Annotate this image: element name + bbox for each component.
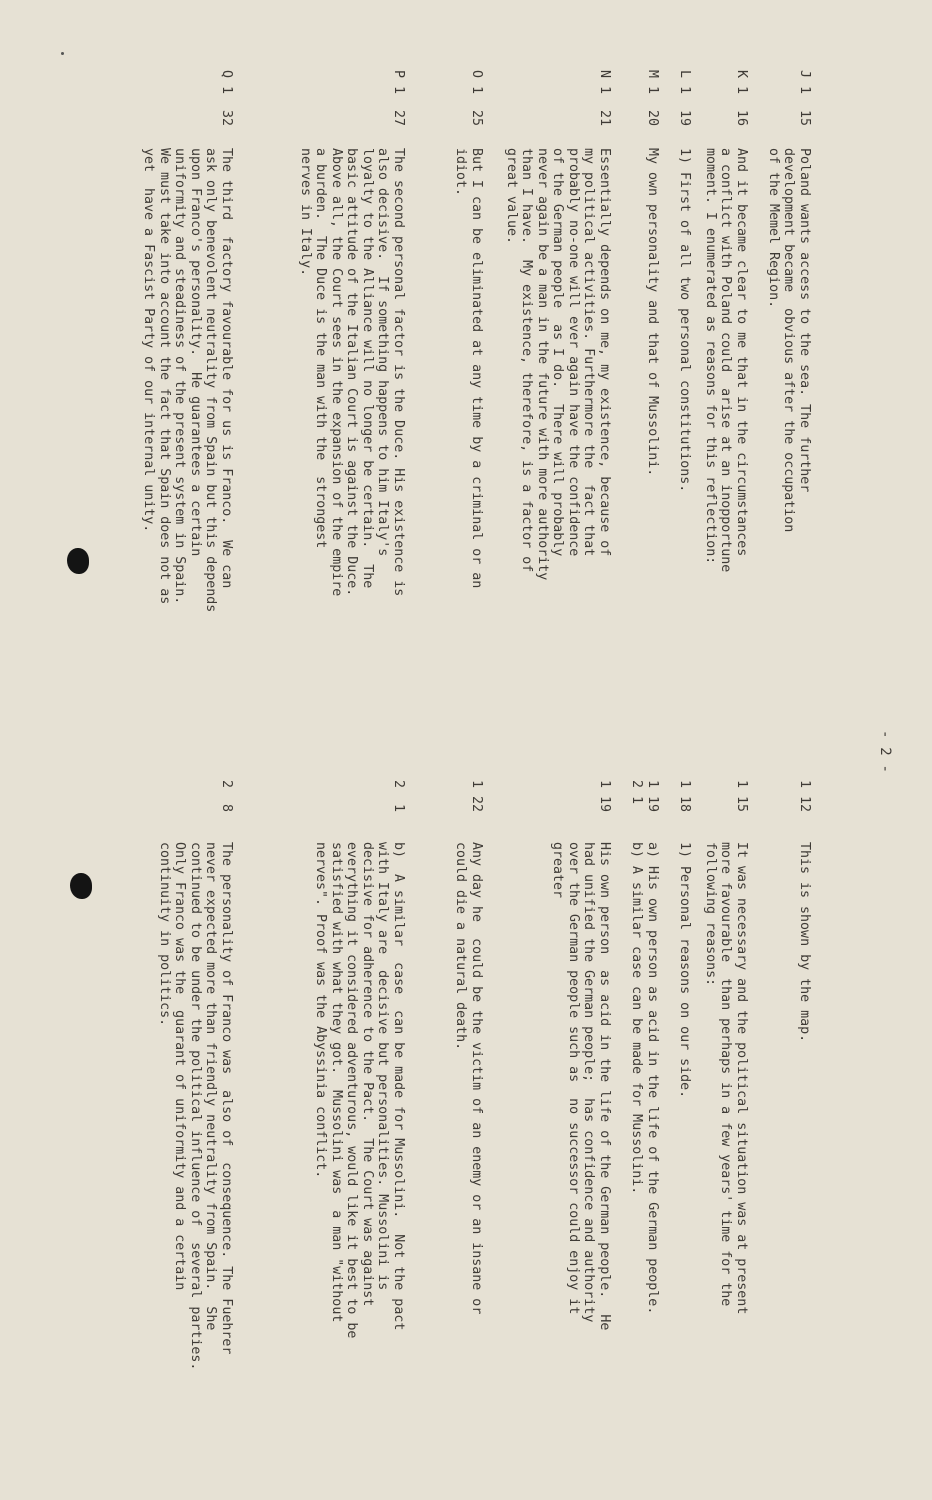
entry-key: 1 19 2 1 xyxy=(629,780,660,813)
entry-text: Poland wants access to the sea. The further development became obvious after the occupation of the Memel Region. xyxy=(766,148,812,533)
entry-text: a) His own person as acid in the life of the German people. b) A similar case can be made for Mussolini. xyxy=(629,842,660,1315)
right-entry-1 xyxy=(797,780,813,1042)
entry-key: M 1 20 xyxy=(645,70,660,127)
punch-hole xyxy=(70,873,92,899)
right-entry-2 xyxy=(703,780,750,1314)
entry-text: But I can be eliminated at any time by a criminal or an idiot. xyxy=(453,148,484,589)
entry-key: 1 22 xyxy=(469,780,484,813)
left-entry-k xyxy=(703,70,750,572)
right-entry-7 xyxy=(313,780,406,1338)
entry-key: O 1 25 xyxy=(469,70,484,127)
entry-text: b) A similar case can be made for Mussolini. Not the pact with Italy are decisive but personalities. Mussolini is decisive for adherence to the Pact. The Court was against everything it considered adventurous, would like it best to be satisfied with what they got. Mussolini was a man "without nerves". Proof was the Abyssinia conflict. xyxy=(313,842,406,1339)
entry-text: Essentially depends on me, my existence, because of my political activities. Furthermore the fact that probably no-one will ever again have the confidence of the German people as I do. There will probably never again be a man in the future with more authority than I have. My existence, therefore, is a factor of great value. xyxy=(504,148,612,581)
right-entry-4 xyxy=(629,780,660,1314)
page-number: - 2 - xyxy=(877,730,893,774)
entry-text: It was necessary and the political situation was at present more favourable than perhaps in a few years' time for the following reasons: xyxy=(703,842,749,1315)
right-entry-8 xyxy=(157,780,235,1370)
entry-key: 1 15 xyxy=(734,780,749,813)
entry-text: The second personal factor is the Duce. His existence is also decisive. If something happens to him Italy's loyalty to the Alliance will no longer be certain. The basic attitude of the Italian Court is against the Duce. Above all, the Court sees in the expansion of the empire a burden. The Duce is the man with the strongest nerves in Italy. xyxy=(298,148,406,597)
left-entry-n xyxy=(504,70,613,580)
paper-speck xyxy=(61,52,64,55)
punch-hole xyxy=(67,548,89,574)
left-entry-o xyxy=(453,70,484,588)
left-entry-j xyxy=(766,70,813,532)
left-entry-p xyxy=(298,70,407,596)
entry-text: His own person as acid in the life of the German people. He had unified the German people; has confidence and authority over the German people such as no successor could enjoy it greater xyxy=(550,842,612,1331)
entry-text: The personality of Franco was also of consequence. The Fuehrer never expected more than friendly neutrality from Spain. She continued to be under the political influence of several parties. Only Franco was the guarant of uniformity and a certain continuity in politics. xyxy=(157,842,234,1371)
right-entry-6 xyxy=(453,780,484,1314)
entry-key: N 1 21 xyxy=(597,70,612,127)
entry-key: 2 1 xyxy=(391,780,406,813)
entry-key: 2 8 xyxy=(219,780,234,813)
entry-key: 1 12 xyxy=(797,780,812,813)
entry-text: And it became clear to me that in the circumstances a conflict with Poland could arise at an inopportune moment. I enumerated as reasons for this reflection: xyxy=(703,148,749,573)
entry-text: This is shown by the map. xyxy=(797,842,812,1043)
entry-text: My own personality and that of Mussolini. xyxy=(645,148,660,477)
entry-key: L 1 19 xyxy=(677,70,692,127)
entry-key: Q 1 32 xyxy=(219,70,234,127)
entry-key: J 1 15 xyxy=(797,70,812,127)
entry-text: 1) Personal reasons on our side. xyxy=(677,842,692,1099)
left-entry-q xyxy=(141,70,234,612)
right-entry-5 xyxy=(550,780,612,1330)
entry-key: P 1 27 xyxy=(391,70,406,127)
entry-key: K 1 16 xyxy=(734,70,749,127)
left-entry-l xyxy=(677,70,693,492)
entry-text: Any day he could be the victim of an enemy or an insane or could die a natural death. xyxy=(453,842,484,1315)
entry-text: The third factory favourable for us is Franco. We can ask only benevolent neutrality from Spain but this depends upon Franco's personality. He guarantees a certain uniformity and steadiness of the present system in Spain. We must take into account the fact that Spain does not as yet have a Fascist Party of our internal unity. xyxy=(141,148,234,613)
entry-text: 1) First of all two personal constitutions. xyxy=(677,148,692,493)
entry-key: 1 18 xyxy=(677,780,692,813)
right-entry-3 xyxy=(677,780,693,1098)
entry-key: 1 19 xyxy=(597,780,612,813)
left-entry-m xyxy=(645,70,661,476)
